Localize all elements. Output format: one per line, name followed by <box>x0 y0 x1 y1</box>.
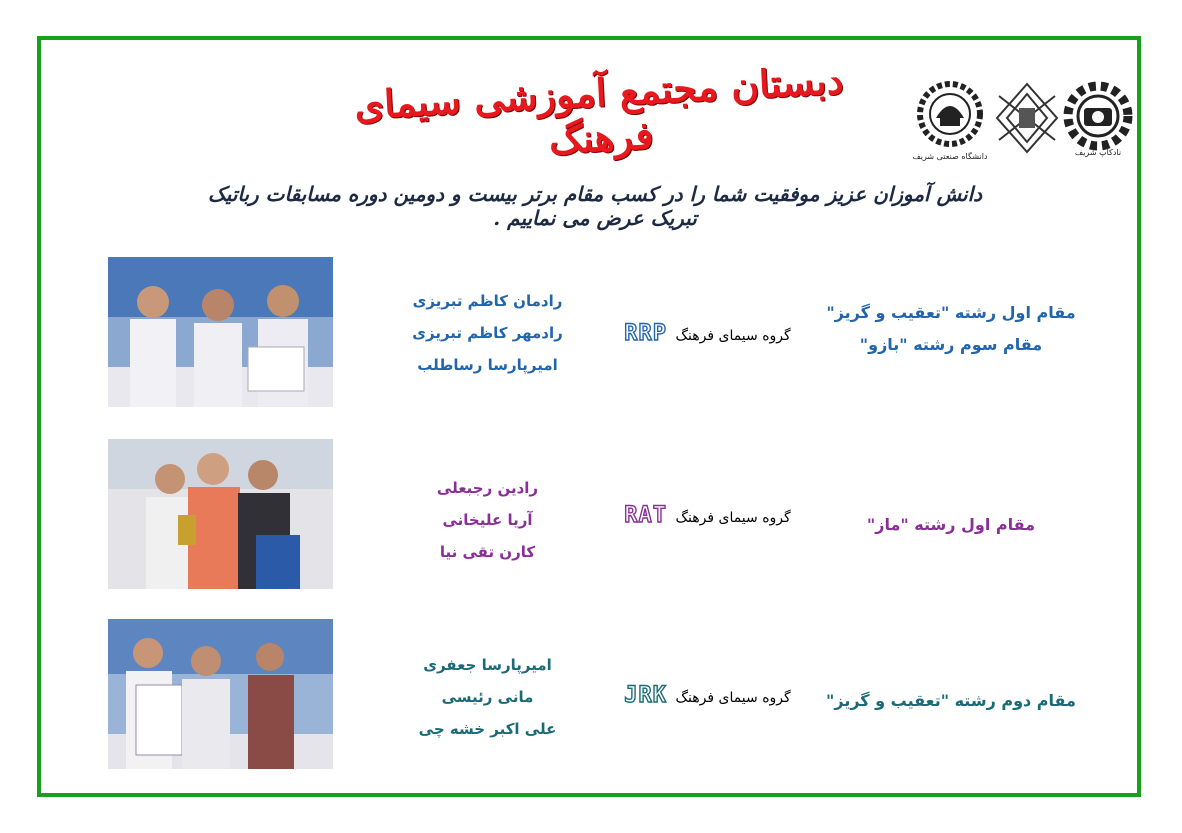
rank-line: مقام اول رشته "تعقیب و گریز" <box>826 303 1076 322</box>
team-photo <box>108 619 333 769</box>
member-name: رادین رجبعلی <box>436 479 539 497</box>
team-code: RAT <box>624 503 668 528</box>
member-name: رادمان کاظم تبریزی <box>412 292 563 310</box>
rank-line: مقام سوم رشته "بازو" <box>859 335 1043 354</box>
award-row <box>0 619 1182 769</box>
group-label: گروه سیمای فرهنگ <box>675 690 791 706</box>
member-name: آریا علیخانی <box>442 511 533 529</box>
rank-line: مقام اول رشته "ماز" <box>866 515 1036 534</box>
congratulation-text: دانش آموزان عزیز موفقیت شما را در کسب مقام برتر بیست و دومین دوره مسابقات رباتیک تبریک عرض می نماییم . <box>207 182 983 230</box>
award-ranks <box>820 509 1082 541</box>
team-photo <box>108 439 333 589</box>
award-ranks <box>820 685 1082 717</box>
team-member-names <box>395 649 580 745</box>
team-group <box>600 503 815 528</box>
team-photo <box>108 257 333 407</box>
logo-caption: دانشگاه صنعتی شریف <box>912 152 988 161</box>
team-code: JRK <box>624 683 668 708</box>
member-name: رادمهر کاظم تبریزی <box>412 324 563 342</box>
group-label: گروه سیمای فرهنگ <box>675 328 791 344</box>
group-label: گروه سیمای فرهنگ <box>675 510 791 526</box>
team-member-names <box>395 472 580 568</box>
page-title: دبستان مجتمع آموزشی سیمای فرهنگ <box>353 57 845 163</box>
member-name: مانی رئیسی <box>441 688 534 706</box>
team-member-names <box>395 285 580 381</box>
award-row <box>0 257 1182 407</box>
robot-emblem-icon <box>987 78 1067 160</box>
rank-line: مقام دوم رشته "تعقیب و گریز" <box>826 691 1076 710</box>
member-name: علی اکبر خشه چی <box>418 720 557 738</box>
team-code: RRP <box>624 321 668 346</box>
member-name: کارن تقی نیا <box>439 543 536 561</box>
award-row <box>0 439 1182 589</box>
team-group <box>600 683 815 708</box>
member-name: امیرپارسا جعفری <box>423 656 552 674</box>
sharif-university-seal-icon <box>910 78 990 160</box>
member-name: امیرپارسا رساطلب <box>417 356 558 374</box>
team-group <box>600 321 815 346</box>
logo-caption: نادکاپ شریف <box>1074 148 1122 157</box>
award-ranks <box>820 297 1082 361</box>
